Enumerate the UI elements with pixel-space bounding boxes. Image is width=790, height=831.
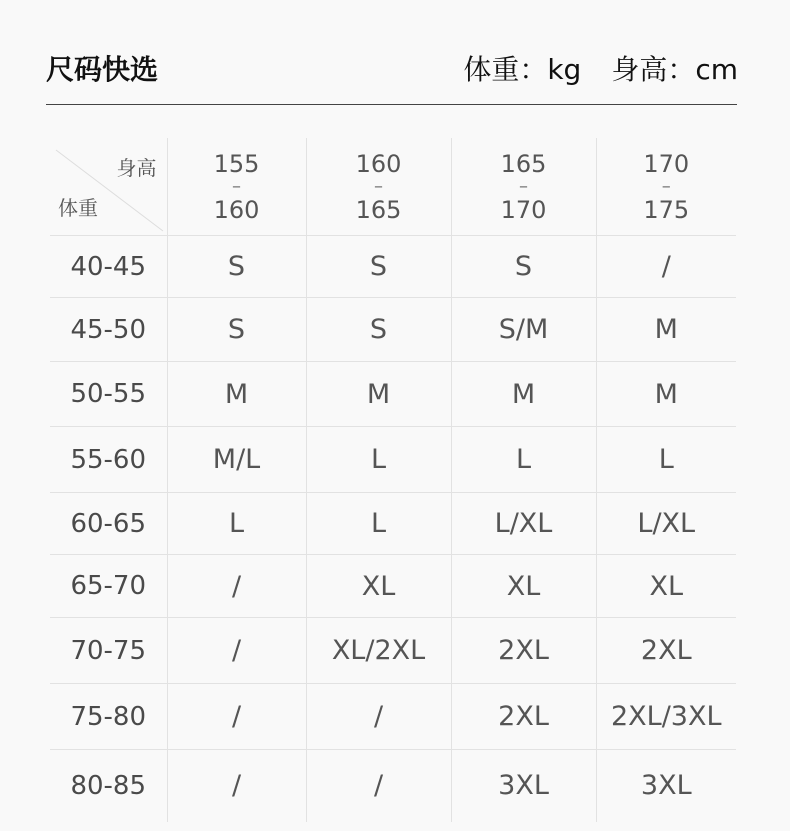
size-cell: / — [167, 618, 306, 684]
size-cell: / — [306, 750, 451, 822]
height-column-header — [306, 138, 451, 236]
table-row — [50, 362, 736, 427]
weight-range-cell: 70-75 — [50, 618, 167, 684]
size-cell: S — [306, 298, 451, 362]
size-cell: S/M — [451, 298, 596, 362]
weight-range-cell: 40-45 — [50, 236, 167, 298]
size-cell: / — [167, 684, 306, 750]
height-from: 170 — [643, 149, 690, 178]
size-cell: M — [451, 362, 596, 427]
table-row — [50, 236, 736, 298]
size-cell: L/XL — [451, 493, 596, 555]
size-cell: 3XL — [451, 750, 596, 822]
height-column-header — [167, 138, 306, 236]
table-row — [50, 684, 736, 750]
size-cell: S — [451, 236, 596, 298]
weight-range-cell: 80-85 — [70, 770, 147, 801]
weight-range-cell: 65-70 — [50, 555, 167, 618]
height-unit-label: 身高：cm — [611, 53, 738, 86]
size-cell: L — [306, 493, 451, 555]
weight-range-cell: 45-50 — [50, 298, 167, 362]
size-cell: M — [306, 362, 451, 427]
size-cell: XL/2XL — [306, 618, 451, 684]
weight-range-cell: 55-60 — [50, 427, 167, 493]
size-cell: 2XL — [451, 618, 596, 684]
height-range-dash: – — [374, 175, 383, 197]
corner-height-label: 身高 — [116, 156, 157, 180]
table-row — [50, 493, 736, 555]
size-cell: L — [596, 427, 736, 493]
height-to: 160 — [213, 195, 260, 224]
size-cell: XL — [596, 555, 736, 618]
height-from: 165 — [500, 149, 547, 178]
size-cell: 3XL — [596, 750, 736, 822]
size-cell: L — [451, 427, 596, 493]
size-cell: M/L — [167, 427, 306, 493]
height-from: 160 — [355, 149, 402, 178]
table-row — [50, 298, 736, 362]
height-range-dash: – — [232, 175, 241, 197]
size-cell: XL — [306, 555, 451, 618]
corner-cell — [50, 138, 167, 236]
height-to: 165 — [355, 195, 402, 224]
title-divider — [46, 104, 737, 105]
table-row — [50, 427, 736, 493]
weight-range-cell: 75-80 — [50, 684, 167, 750]
height-column-header — [596, 138, 736, 236]
size-cell: 2XL — [596, 618, 736, 684]
height-range-dash: – — [519, 175, 528, 197]
table-header-row — [50, 138, 736, 236]
size-cell: S — [167, 236, 306, 298]
height-from: 155 — [213, 149, 260, 178]
size-cell: S — [306, 236, 451, 298]
size-cell: XL — [451, 555, 596, 618]
unit-legend — [463, 52, 738, 88]
size-chart-table — [50, 138, 736, 822]
size-cell: / — [596, 236, 736, 298]
size-cell: / — [167, 750, 306, 822]
size-cell: M — [596, 298, 736, 362]
height-column-header — [451, 138, 596, 236]
size-cell: / — [167, 555, 306, 618]
height-range-dash: – — [661, 175, 671, 197]
size-guide-title: 尺码快选 — [46, 53, 159, 86]
size-cell: L/XL — [596, 493, 736, 555]
size-cell: S — [167, 298, 306, 362]
weight-range-cell: 50-55 — [50, 362, 167, 427]
size-cell: / — [306, 684, 451, 750]
table-row — [50, 555, 736, 618]
table-row — [50, 750, 736, 822]
height-to: 170 — [500, 195, 547, 224]
weight-range-cell: 60-65 — [50, 493, 167, 555]
size-cell: M — [596, 362, 736, 427]
weight-unit-label: 体重：kg — [463, 53, 582, 86]
size-cell: L — [167, 493, 306, 555]
size-cell: 2XL/3XL — [596, 684, 736, 750]
size-cell: 2XL — [451, 684, 596, 750]
size-cell: L — [306, 427, 451, 493]
height-to: 175 — [643, 195, 690, 224]
size-cell: M — [167, 362, 306, 427]
corner-weight-label: 体重 — [58, 196, 98, 220]
table-row — [50, 618, 736, 684]
